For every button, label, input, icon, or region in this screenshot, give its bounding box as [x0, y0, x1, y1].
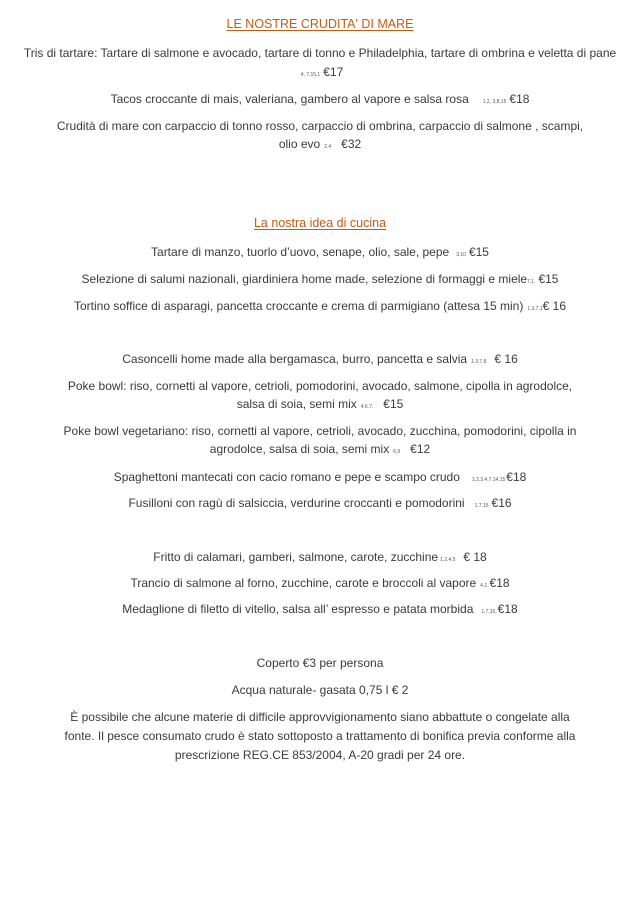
item-description: Fusilloni con ragù di salsiccia, verdurine croccanti e pomodorini: [128, 496, 465, 510]
item-description: Casoncelli home made alla bergamasca, burro, pancetta e salvia: [122, 352, 468, 366]
menu-item-salumi: [0, 270, 640, 291]
item-price: € 16: [542, 299, 566, 313]
menu-item-fusilloni: [0, 494, 640, 515]
allergen-codes: 2.4: [324, 144, 332, 150]
item-description: Selezione di salumi nazionali, giardiniera home made, selezione di formaggi e miele: [81, 272, 528, 286]
item-description: Crudità di mare con carpaccio di tonno rosso, carpaccio di ombrina, carpaccio di salmone , scampi,: [56, 119, 584, 133]
item-price: €18: [509, 92, 530, 106]
menu-item-tortino: [0, 297, 640, 318]
item-description-cont: olio evo: [278, 137, 321, 151]
allergen-codes: 4, 7,15,1: [300, 72, 321, 78]
item-price: €32: [341, 137, 362, 151]
menu-item-tris-tartare: [0, 44, 640, 62]
allergen-codes: 6.9: [393, 449, 401, 455]
item-description: Trancio di salmone al forno, zucchine, carote e broccoli al vapore: [130, 576, 477, 590]
item-description: Medaglione di filetto di vitello, salsa all’ espresso e patata morbida: [122, 602, 474, 616]
allergen-codes: 1,7,15,: [481, 609, 497, 615]
allergen-codes: 1,2, 3,8,15: [482, 99, 507, 105]
allergen-codes: 1.2.4.5: [440, 557, 456, 563]
allergen-codes: 1.3.7.8: [471, 359, 487, 365]
item-description: Tortino soffice di asparagi, pancetta croccante e crema di parmigiano (attesa 15 min): [74, 299, 524, 313]
item-price: €18: [506, 470, 527, 484]
item-price: €15: [468, 245, 489, 259]
menu-item-fritto: [0, 548, 640, 569]
item-description: Tris di tartare: Tartare di salmone e avocado, tartare di tonno e Philadelphia, tartare di ombrina e veletta di pane: [23, 46, 617, 60]
menu-item-crudita-di-mare: [0, 117, 640, 135]
menu-item-trancio-salmone: [0, 574, 640, 595]
item-price: €18: [489, 576, 510, 590]
allergen-disclaimer: È possibile che alcune materie di difficile approvvigionamento siano abbattute o congelate alla fonte. Il pesce consumato crudo è stato sottoposto a trattamento di bonifica previa conforme alla prescrizione REG.CE 853/2004, A-20 gradi per 24 ore.: [64, 710, 576, 762]
item-description: Fritto di calamari, gamberi, salmone, carote, zucchine: [153, 550, 439, 564]
menu-item-poke-bowl-vegetariano: [0, 422, 640, 440]
menu-item-spaghettoni: [0, 468, 640, 489]
item-description: Poke bowl: riso, cornetti al vapore, cetrioli, pomodorini, avocado, salmone, cipolla in agrodolce,: [67, 379, 573, 393]
item-price: €15: [383, 397, 404, 411]
item-price: € 18: [463, 550, 487, 564]
allergen-codes: 4.1.: [480, 583, 489, 589]
acqua-note: Acqua naturale- gasata 0,75 l € 2: [231, 683, 409, 697]
item-description: Poke bowl vegetariano: riso, cornetti al vapore, cetrioli, avocado, zucchina, pomodorini, cipolla in: [63, 424, 577, 438]
item-description: Tartare di manzo, tuorlo d’uovo, senape, olio, sale, pepe: [151, 245, 450, 259]
allergen-codes: 1.2.3.4.7.14.15: [471, 477, 506, 483]
menu-item-poke-bowl-line2: [0, 395, 640, 416]
item-description: Tacos croccante di mais, valeriana, gambero al vapore e salsa rosa: [110, 92, 469, 106]
allergen-codes: 3,10: [456, 252, 466, 258]
item-price: €17: [323, 65, 344, 79]
item-price: €16: [491, 496, 512, 510]
menu-item-medaglione: [0, 600, 640, 621]
allergen-codes: 7,1.: [527, 279, 536, 285]
item-price: €18: [497, 602, 518, 616]
allergen-codes: 1.3,7,1: [527, 306, 543, 312]
menu-item-poke-bowl-vegetariano-line2: [0, 440, 640, 461]
allergen-codes: 4.6.7.: [360, 404, 374, 410]
menu-item-crudita-di-mare-line2: [0, 135, 640, 156]
item-description: Spaghettoni mantecati con cacio romano e pepe e scampo crudo: [113, 470, 460, 484]
coperto-note: Coperto €3 per persona: [256, 656, 384, 670]
item-description-cont: agrodolce, salsa di soia, semi mix: [209, 442, 390, 456]
item-price: €15: [538, 272, 559, 286]
item-price: € 16: [494, 352, 518, 366]
menu-item-tris-tartare-price-line: [0, 63, 640, 84]
allergen-codes: 1.7.15: [474, 503, 489, 509]
menu-item-poke-bowl: [0, 377, 640, 395]
menu-item-tacos: [0, 90, 640, 111]
item-price: €12: [410, 442, 431, 456]
section-title-cucina: La nostra idea di cucina: [253, 216, 387, 230]
menu-item-tartare-manzo: [0, 243, 640, 264]
item-description-cont: salsa di soia, semi mix: [236, 397, 357, 411]
section-title-crudita: LE NOSTRE CRUDITA' DI MARE: [226, 17, 414, 31]
menu-item-casoncelli: [0, 350, 640, 371]
